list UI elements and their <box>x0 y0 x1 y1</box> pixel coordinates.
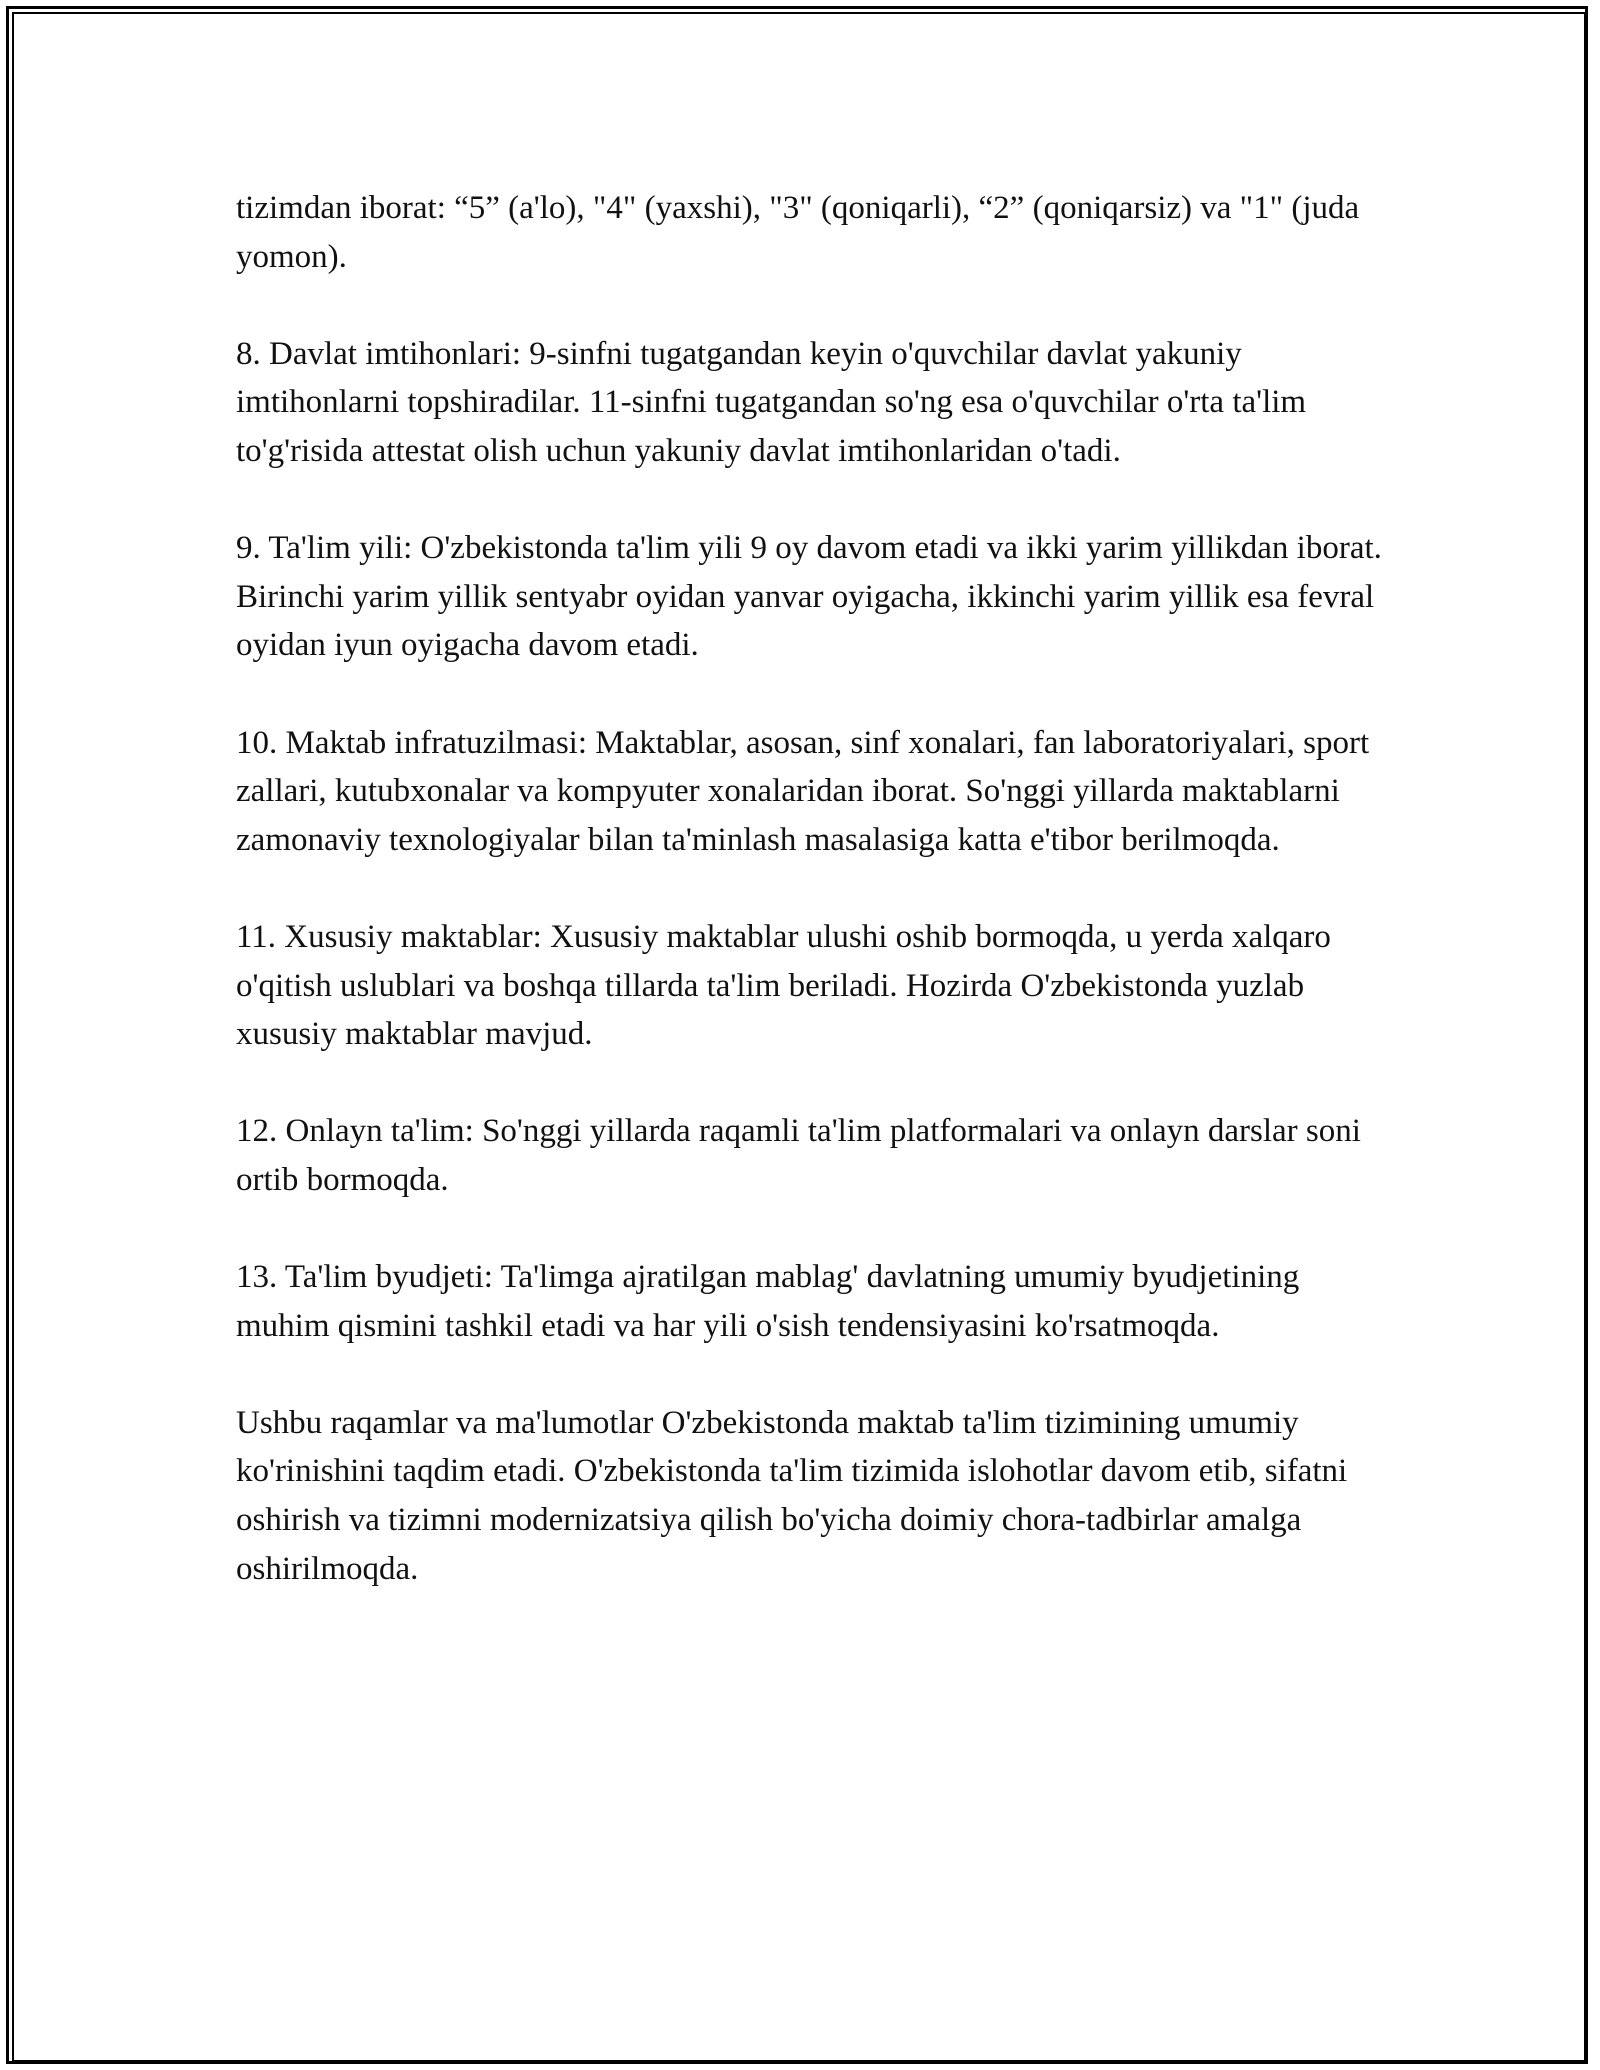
paragraph-education-budget: 13. Ta'lim byudjeti: Ta'limga ajratilgan mablag' davlatning umumiy byudjetining muhim qismini tashkil etadi va har yili o'sish tendensiyasini ko'rsatmoqda. <box>236 1259 1300 1344</box>
paragraph-private-schools: 11. Xususiy maktablar: Xususiy maktablar ulushi oshib bormoqda, u yerda xalqaro o'qitish uslublari va boshqa tillarda ta'lim beriladi. Hozirda O'zbekistonda yuzlab xususiy maktablar mavjud. <box>236 918 1331 1053</box>
paragraph-academic-year: 9. Ta'lim yili: O'zbekistonda ta'lim yili 9 oy davom etadi va ikki yarim yillikdan iborat. Birinchi yarim yillik sentyabr oyidan yanvar oyigacha, ikkinchi yarim yillik esa fevral oyidan iyun oyigacha davom etadi. <box>236 530 1382 664</box>
paragraph-online-education: 12. Onlayn ta'lim: So'nggi yillarda raqamli ta'lim platformalari va onlayn darslar soni ortib bormoqda. <box>236 1113 1361 1198</box>
document-body <box>236 184 1386 1642</box>
paragraph-conclusion: Ushbu raqamlar va ma'lumotlar O'zbekistonda maktab ta'lim tizimining umumiy ko'rinishini taqdim etadi. O'zbekistonda ta'lim tizimida islohotlar davom etib, sifatni oshirish va tizimni modernizatsiya qilish bo'yicha doimiy chora-tadbirlar amalga oshirilmoqda. <box>236 1404 1348 1587</box>
paragraph-school-infrastructure: 10. Maktab infratuzilmasi: Maktablar, asosan, sinf xonalari, fan laboratoriyalari, sport zallari, kutubxonalar va kompyuter xonalaridan iborat. So'nggi yillarda maktablarni zamonaviy texnologiyalar bilan ta'minlash masalasiga katta e'tibor berilmoqda. <box>236 724 1370 858</box>
paragraph-state-exams: 8. Davlat imtihonlari: 9-sinfni tugatgandan keyin o'quvchilar davlat yakuniy imtihonlarni topshiradilar. 11-sinfni tugatgandan so'ng esa o'quvchilar o'rta ta'lim to'g'risida attestat olish uchun yakuniy davlat imtihonlaridan o'tadi. <box>236 335 1307 469</box>
paragraph-grading-scale: tizimdan iborat: “5” (a'lo), "4" (yaxshi), "3" (qoniqarli), “2” (qoniqarsiz) va "1" (juda yomon). <box>236 190 1360 275</box>
